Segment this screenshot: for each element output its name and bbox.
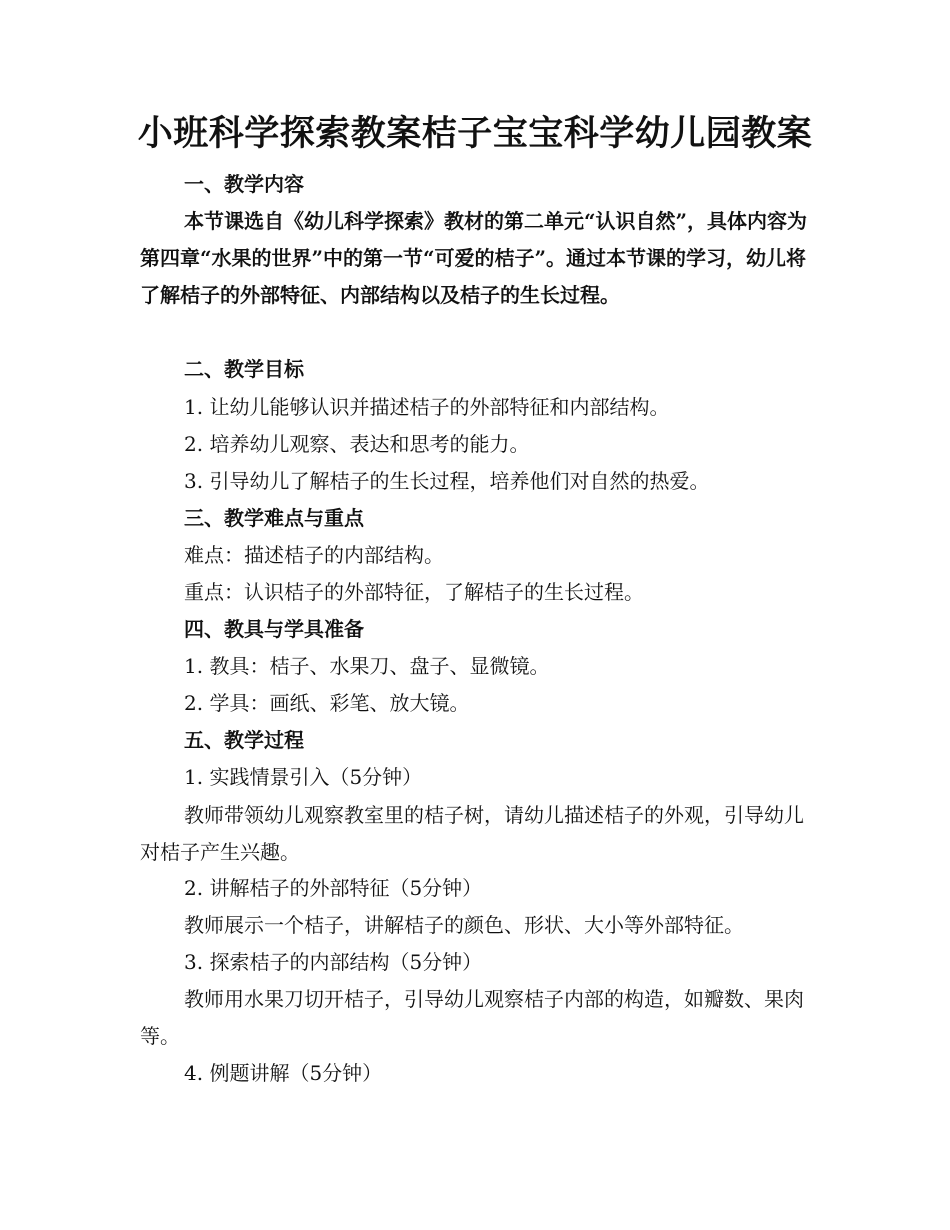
objective-item: 1. 让幼儿能够认识并描述桔子的外部特征和内部结构。 — [184, 395, 670, 419]
section-heading-process: 五、教学过程 — [184, 728, 304, 752]
section-heading-key-points: 三、教学难点与重点 — [184, 506, 364, 530]
material-item: 2. 学具：画纸、彩笔、放大镜。 — [184, 691, 470, 715]
key-point-item: 重点：认识桔子的外部特征，了解桔子的生长过程。 — [184, 580, 644, 604]
process-step-description: 教师用水果刀切开桔子，引导幼儿观察桔子内部的构造，如瓣数、果肉等。 — [140, 987, 804, 1048]
section-heading-materials: 四、教具与学具准备 — [184, 617, 364, 641]
process-step-title: 4. 例题讲解（5分钟） — [184, 1061, 383, 1085]
objective-item: 3. 引导幼儿了解桔子的生长过程，培养他们对自然的热爱。 — [184, 469, 710, 493]
process-step-title: 3. 探索桔子的内部结构（5分钟） — [184, 950, 483, 974]
process-step-description: 教师展示一个桔子，讲解桔子的颜色、形状、大小等外部特征。 — [184, 913, 744, 937]
section-paragraph-content: 本节课选自《幼儿科学探索》教材的第二单元“认识自然”，具体内容为第四章“水果的世界”中的第一节“可爱的桔子”。通过本节课的学习，幼儿将了解桔子的外部特征、内部结构以及桔子的生长过程。 — [140, 209, 808, 307]
process-step-title: 1. 实践情景引入（5分钟） — [184, 765, 423, 789]
key-point-item: 难点：描述桔子的内部结构。 — [184, 543, 444, 567]
document-title: 小班科学探索教案桔子宝宝科学幼儿园教案 — [137, 113, 813, 154]
objective-item: 2. 培养幼儿观察、表达和思考的能力。 — [184, 432, 530, 456]
process-step-description: 教师带领幼儿观察教室里的桔子树，请幼儿描述桔子的外观，引导幼儿对桔子产生兴趣。 — [140, 803, 804, 864]
material-item: 1. 教具：桔子、水果刀、盘子、显微镜。 — [184, 654, 550, 678]
section-heading-content: 一、教学内容 — [184, 172, 304, 196]
process-step-title: 2. 讲解桔子的外部特征（5分钟） — [184, 876, 483, 900]
section-heading-objectives: 二、教学目标 — [184, 357, 304, 381]
